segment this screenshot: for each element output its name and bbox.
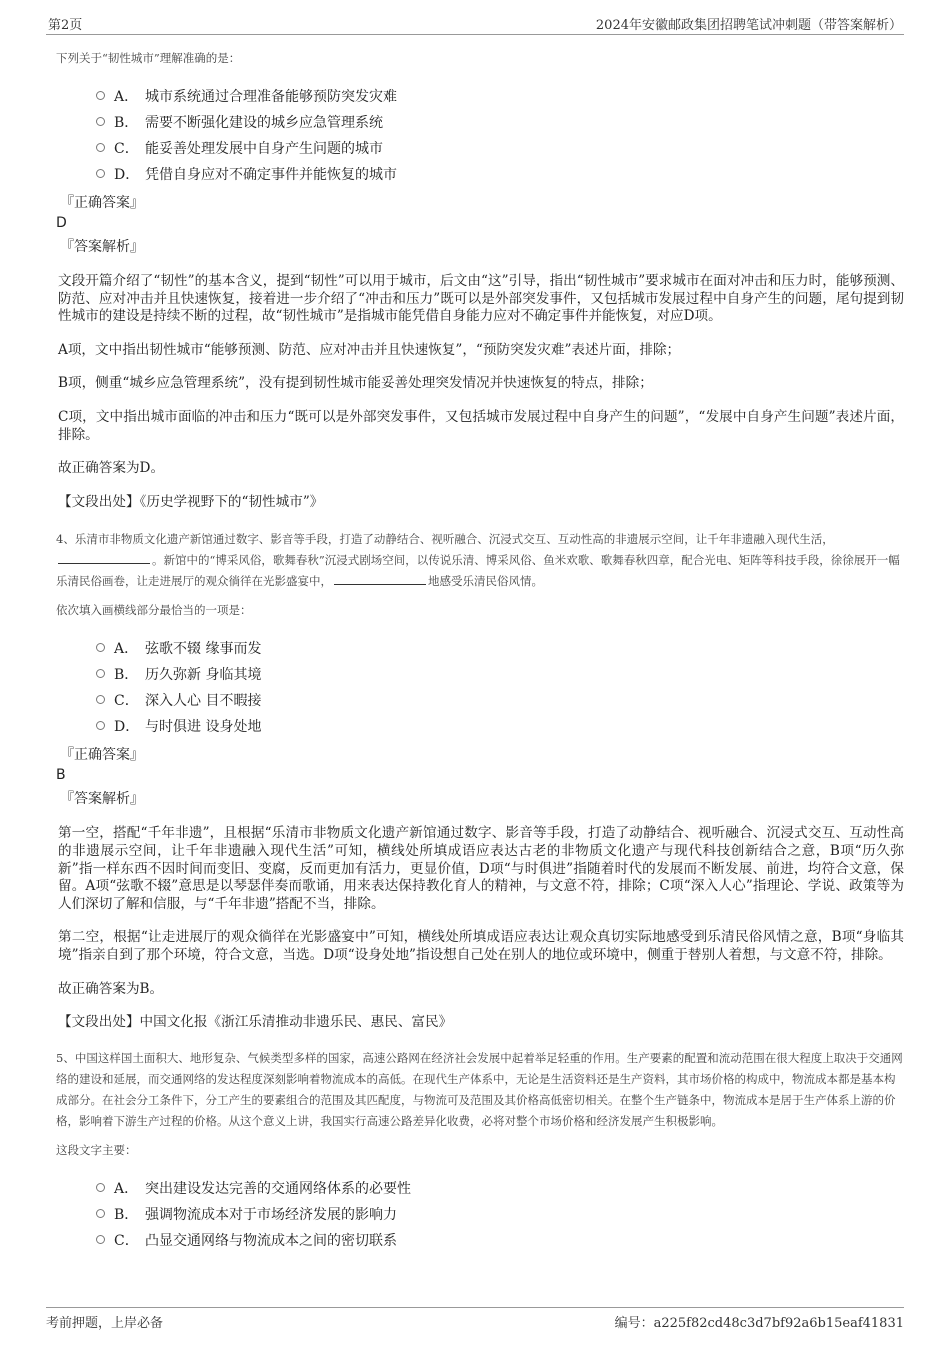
q5-question: 这段文字主要： — [56, 1142, 137, 1157]
q4-option-b[interactable]: B． 历久弥新 身临其境 — [46, 661, 904, 687]
q3-option-b[interactable]: B． 需要不断强化建设的城乡应急管理系统 — [46, 109, 904, 135]
q3-options — [46, 83, 904, 187]
radio-icon[interactable] — [96, 695, 105, 704]
q3-option-c[interactable]: C． 能妥善处理发展中自身产生问题的城市 — [46, 135, 904, 161]
radio-icon[interactable] — [96, 1209, 105, 1218]
q4-analysis-paragraph: 第二空，根据“让走进展厅的观众徜徉在光影盛宴中”可知，横线处所填成语应表达让观众真切实际地感受到乐清民俗风情之意，B项“身临其境”指亲自到了那个环境，符合文意，当选。D项“设身处地”指设想自己处在别人的地位或环境中，侧重于替别人着想，与文意不符，排除。 — [58, 929, 904, 963]
radio-icon[interactable] — [96, 91, 105, 100]
radio-icon[interactable] — [96, 1235, 105, 1244]
radio-icon[interactable] — [96, 1183, 105, 1192]
document-title: 2024年安徽邮政集团招聘笔试冲刺题（带答案解析） — [595, 18, 902, 33]
q3-analysis-paragraph: C项，文中指出城市面临的冲击和压力“既可以是外部突发事件，又包括城市发展过程中自身产生的问题”，“发展中自身产生问题”表述片面，排除。 — [58, 408, 904, 443]
q4-analysis-paragraph: 第一空，搭配“千年非遗”，且根据“乐清市非物质文化遗产新馆通过数字、影音等手段，打造了动静结合、视听融合、沉浸式交互、互动性高的非遗展示空间，让千年非遗融入现代生活”可知，横线处所填成语应表达古老的非物质文化遗产与现代科技创新结合之意，B项“历久弥新”指一样东西不因时间而变旧、变腐，反而更加有活力，更显价值，D项“与时俱进”指随着时代的发展而不断发展、前进，均符合文意，保留。A项“弦歌不辍”意思是以琴瑟伴奏而歌诵，用来表达保持教化育人的精神，与文意不符，排除；C项“深入人心”指理论、学说、政策等为人们深切了解和信服，与“千年非遗”搭配不当，排除。 — [58, 825, 904, 912]
radio-icon[interactable] — [96, 143, 105, 152]
page-header — [46, 12, 904, 35]
q3-question: 下列关于“韧性城市”理解准确的是： — [56, 51, 241, 65]
q5-option-a[interactable]: A． 突出建设发达完善的交通网络体系的必要性 — [46, 1175, 904, 1201]
q4-analysis-label: 『答案解析』 — [60, 791, 144, 808]
radio-icon[interactable] — [96, 721, 105, 730]
q5-stem: 5、中国这样国土面积大、地形复杂、气候类型多样的国家，高速公路网在经济社会发展中起着举足轻重的作用。生产要素的配置和流动范围在很大程度上取决于交通网络的建设和延展，而交通网络的发达程度深刻影响着物流成本的高低。在现代生产体系中，无论是生活资料还是生产资料，其市场价格的构成中，物流成本都是基本构成部分。在社会分工条件下，分工产生的要素组合的范围及其匹配度，与物流可及范围及其价格高低密切相关。在整个生产链条中，物流成本是居于生产体系上游的价格，影响着下游生产过程的价格。从这个意义上讲，我国实行高速公路差异化收费，必将对整个市场价格和经济发展产生积极影响。 — [56, 1050, 903, 1128]
q4-option-c[interactable]: C． 深入人心 目不暇接 — [46, 687, 904, 713]
q3-analysis-paragraph: 文段开篇介绍了“韧性”的基本含义，提到“韧性”可以用于城市，后文由“这”引导，指出“韧性城市”要求城市在面对冲击和压力时，能够预测、防范、应对冲击并且快速恢复，接着进一步介绍了“冲击和压力”既可以是外部突发事件，又包括城市发展过程中自身产生的问题，尾句提到韧性城市的建设是持续不断的过程，故“韧性城市”是指城市能凭借自身能力应对不确定事件并能恢复，对应D项。 — [58, 273, 904, 325]
fill-blank — [334, 573, 426, 585]
q3-analysis-paragraph: A项，文中指出韧性城市“能够预测、防范、应对冲击并且快速恢复”，“预防突发灾难”表述片面，排除； — [58, 341, 681, 358]
footer-slogan: 考前押题，上岸必备 — [46, 1316, 164, 1331]
q4-stem: 4、乐清市非物质文化遗产新馆通过数字、影音等手段，打造了动静结合、视听融合、沉浸式交互、互动性高的非遗展示空间，让千年非遗融入现代生活，。新馆中的“博采风俗，歌舞春秋”沉浸式剧场空间，以传说乐清、博采风俗、鱼米欢歌、歌舞春秋四章，配合光电、矩阵等科技手段，徐徐展开一幅乐清民俗画卷，让走进展厅的观众徜徉在光影盛宴中， 地感受乐清民俗风情。 — [56, 532, 900, 589]
q3-option-d[interactable]: D． 凭借自身应对不确定事件并能恢复的城市 — [46, 161, 904, 187]
q4-source: 【文段出处】中国文化报《浙江乐清推动非遗乐民、惠民、富民》 — [58, 1014, 453, 1031]
radio-icon[interactable] — [96, 643, 105, 652]
q3-analysis-conclusion: 故正确答案为D。 — [58, 460, 165, 477]
q3-answer-label: 『正确答案』 — [60, 195, 144, 211]
q4-answer-label: 『正确答案』 — [60, 747, 144, 764]
q3-analysis-paragraph: B项，侧重“城乡应急管理系统”，没有提到韧性城市能妥善处理突发情况并快速恢复的特点，排除； — [58, 375, 653, 392]
page-footer — [46, 1307, 904, 1331]
q3-source: 【文段出处】《历史学视野下的“韧性城市”》 — [58, 493, 324, 510]
document-id: 编号：a225f82cd48c3d7bf92a6b15eaf41831 — [614, 1316, 904, 1331]
q3-analysis-label: 『答案解析』 — [60, 239, 144, 255]
q4-answer: B — [56, 767, 66, 784]
fill-blank — [58, 552, 150, 564]
q5-option-b[interactable]: B． 强调物流成本对于市场经济发展的影响力 — [46, 1201, 904, 1227]
q5-option-c[interactable]: C． 凸显交通网络与物流成本之间的密切联系 — [46, 1227, 904, 1253]
radio-icon[interactable] — [96, 169, 105, 178]
radio-icon[interactable] — [96, 117, 105, 126]
q5-options — [46, 1175, 904, 1253]
q3-option-a[interactable]: A． 城市系统通过合理准备能够预防突发灾难 — [46, 83, 904, 109]
q4-option-a[interactable]: A． 弦歌不辍 缘事而发 — [46, 635, 904, 661]
q3-answer: D — [56, 215, 67, 231]
q4-analysis-conclusion: 故正确答案为B。 — [58, 980, 164, 997]
page-number: 第2页 — [48, 18, 83, 33]
q4-question: 依次填入画横线部分最恰当的一项是： — [56, 603, 252, 618]
q4-options — [46, 635, 904, 739]
radio-icon[interactable] — [96, 669, 105, 678]
q4-option-d[interactable]: D． 与时俱进 设身处地 — [46, 713, 904, 739]
page-content — [46, 44, 904, 1259]
